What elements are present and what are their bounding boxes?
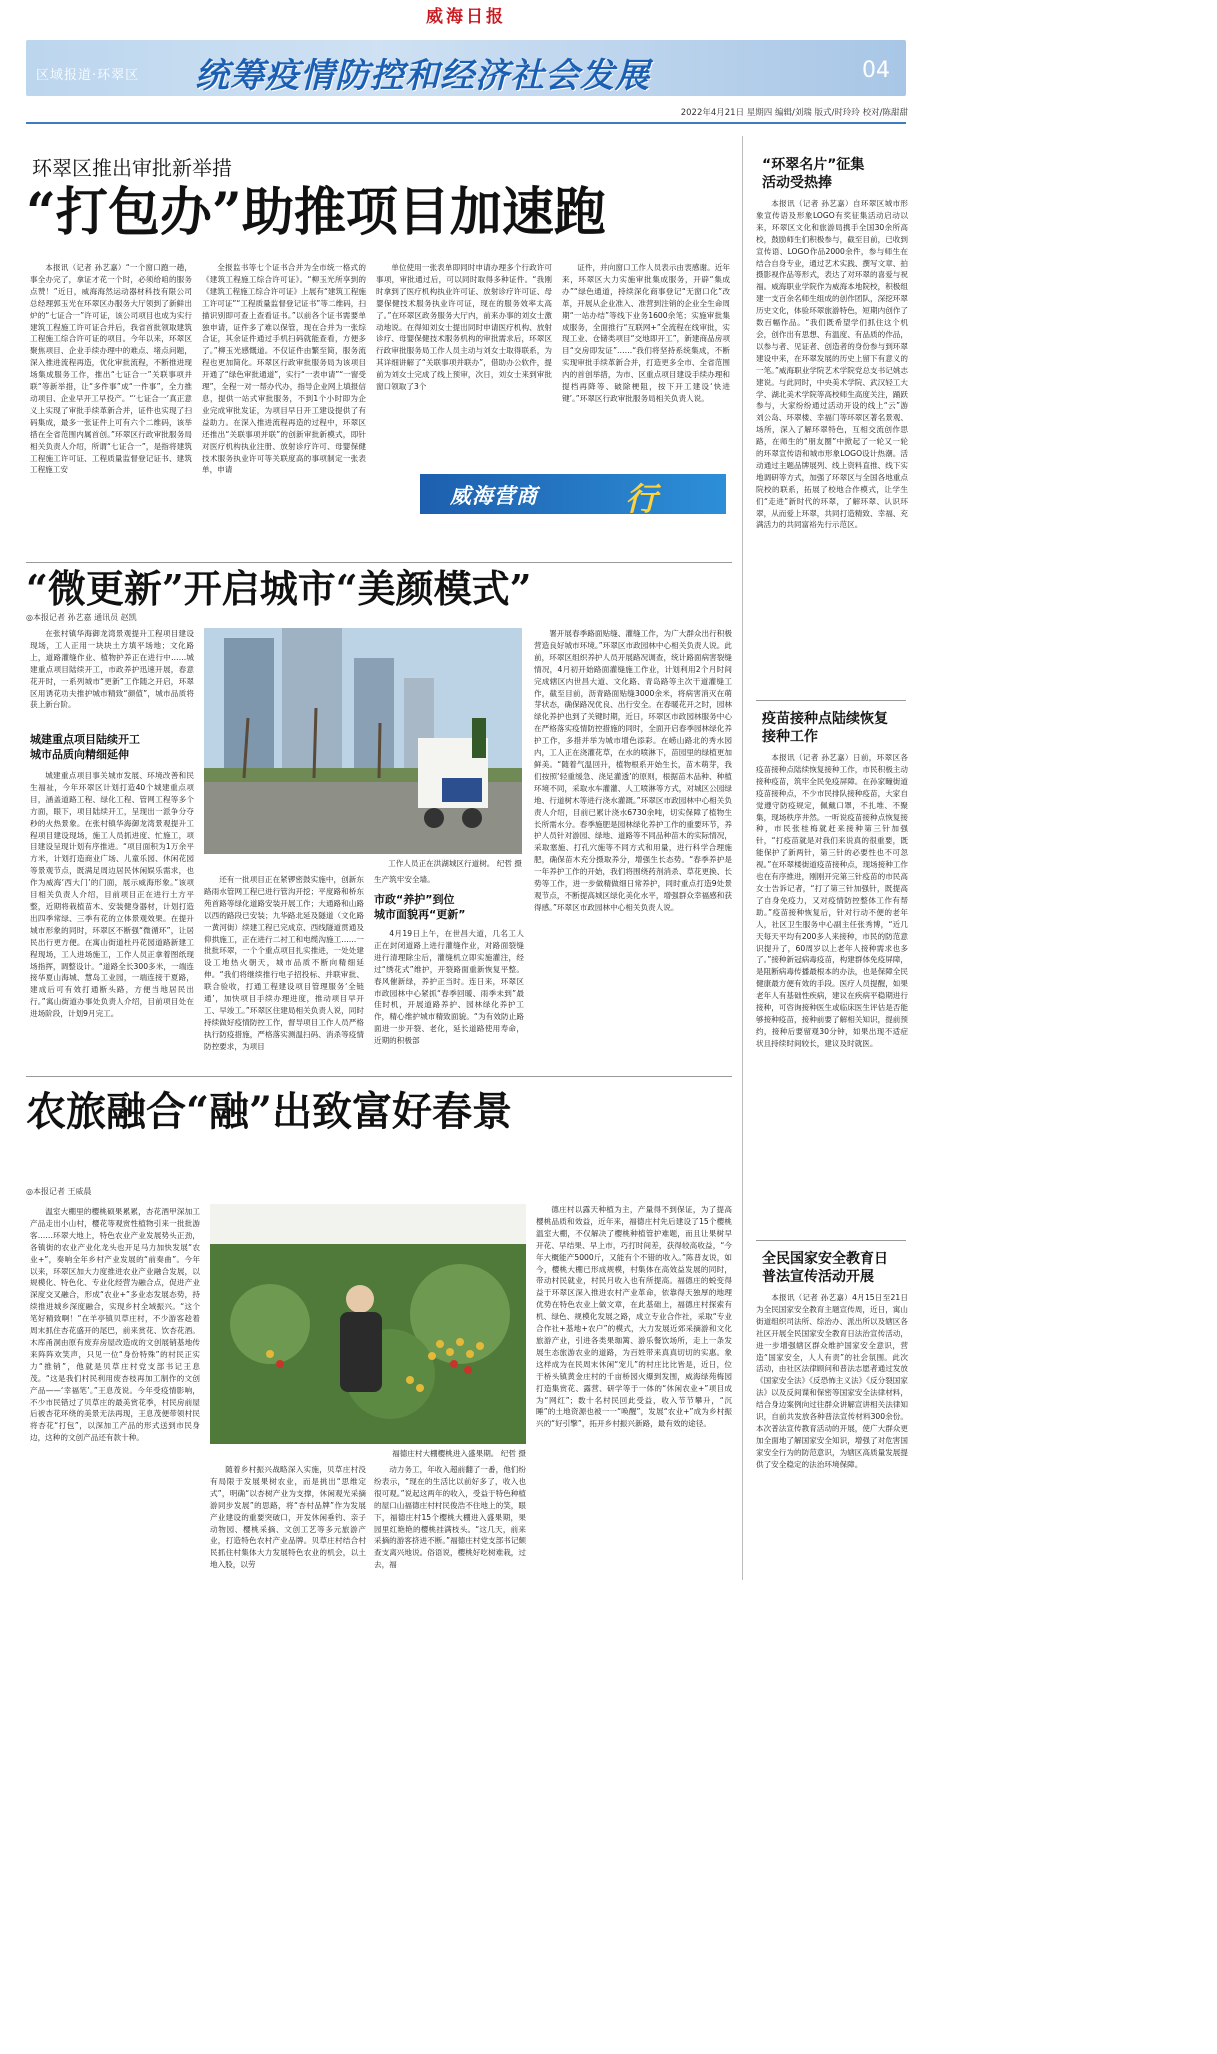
article2-column-3-top: 生产筑牢安全墙。 (374, 875, 435, 884)
photo1-caption: 工作人员正在洪湖城区行道树。 纪哲 摄 (388, 859, 522, 868)
article1-column-2: 全报监书等七个证书合并为全市统一格式的《建筑工程施工综合许可证》。“柳玉光所享到的《建筑工程施工综合许可证》上展有“建筑工程施工许可证”“工程质量监督登记证书”等二维码，扫描识别即可查上查看证书。”以前各个证书需要单独申请，证件多了难以保管，现在合并为一张综合证，其余证件通过手机扫码就能查看，方便多了。”柳玉光感慨道。不仅证件由繁至简，服务流程也更加简化。环翠区行政审批服务局为该项目开通了“绿色审批通道”，实行“一表申请”“一窗受理”，全程一对一帮办代办，指导企业网上填报信息，提供一站式审批服务，不到1个小时即为企业完成审批发证，为项目早日开工建设提供了有益助力。在深入推进流程再造的过程中，环翠区还推出“关联事项并联”的创新审批新模式，即针对医疗机构执业注册、放射诊疗许可、母婴保健技术服务执业许可等关联度高的事项制定一张表单，申请 (202, 263, 366, 475)
article3-headline: 农旅融合“融”出致富好春景 (26, 1088, 513, 1135)
article2-column-1: 城建重点项目事关城市发展、环境改善和民生福祉，今年环翠区计划打造40个城建重点项目，涵盖道路工程、绿化工程、管网工程等多个方面，眼下，项目陆续开工，呈现出一派争分夺秒的火热景象。在张村镇华海御龙湾景观提升工程项目建设现场，施工人员抓进度、忙施工，项目建设呈现计划有序推进。“项目面积为1万余平方米，计划打造商业广场、儿童乐园、休闲花园等景观节点，既满足周边居民休闲娱乐需求，也作为威海‘西大门’的门面，展示威海形象。”该项目相关负责人介绍，目前项目正在进行土方平整，近期将栽植苗木、安装健身器材，计划打造出四季常绿、三季有花的立体景观效果。在提升城市形象的同时，环翠区不断强“微循环”，让居民出行更方便。在寓山街道杜丹花园道路新建工程现场，工人进场施工，工作人员正拿着图纸现场指挥，调整设计。“道路全长300多米，一端连接华夏山海城、慧岛工业园，一端连接于夏路，建成后可有效打通断头路，方便当地居民出行。”寓山街道办事处负责人介绍，目前项目处在进场阶段，计划9月完工。 (30, 771, 194, 1019)
article1-column-1: 本报讯（记者 孙艺嘉）“一个窗口跑一趟，事全办完了，拿证才花一个时，必须给咱的服务点赞！”近日，威海海然运动器材科技有限公司总经理郭玉光在环翠区办服务大厅领到了新鲜出炉的“七证合一”许可证，该公司项目也成为实行建筑工程施工许可证合并后，我省首批领取建筑工程施工综合许可证的项目。今年以来，环翠区聚焦项目、企业手续办理中的难点、堵点问题，深入推进流程再造，优化审批流程，不断推进现场集成服务工作，推出“七证合一”关联事项并联“等新举措，让“多件事”成“一件事”，全力推动项目、企业早开工早投产。“‘七证合一’真正意义上实现了审批手续革新合并，证件也实现了扫码集成，最多一张证件上可有六个二维码，该举措在全省范围内属首创。”环翠区行政审批服务局相关负责人介绍，所谓“七证合一”，是指将建筑工程施工许可证、工程质量监督登记证书、建筑工程施工安 (30, 263, 192, 475)
article3-byline: ◎本报记者 王威晨 (26, 1187, 92, 1196)
article3-column-4: 德庄村以露天种植为主，产量得不到保证，为了提高樱桃品质和效益，近年来，福德庄村先后建设了15个樱桃温室大棚，不仅解决了樱桃种植管护难题，而且让果树早开花、早结果、早上市，巧打时间差，获得较高收益，“今年大概能产5000斤，又能有个不错的收入。”陈普友说，如今，樱桃大棚已形成规模，村集体在高效益发展的同时，带动村民就业，村民月收入也有所提高。福德庄的蜕变得益于环翠区深入推进农村产业革命，依靠得天独厚的地理优势在特色农业上做文章，在此基础上，福德庄村探索有机、绿色、规模化发展之路，成立专业合作社，采取“专业合作社+基地+农户”的模式，大力发展近郊采摘游和文化旅游产业，引进各类果珈篱、游乐餐饮场所，走上一条发展生态旅游农业的道路，为百姓带来真真切切的实惠。象这样成为在民周末休闲“宠儿”的村庄比比皆是，近日，位于桥头镇黄金庄村的千亩桥园火爆到发围，威海绿苑梅园打造集赏花、露营、研学等于一体的“休闲农业+”项目成为“网红”；数十名村民回此受益，收入节节攀升，“沉睡”的土地资源也被一一“唤醒”，发展“农业+”成为乡村振兴的“好引擎”，拓开乡村振兴新路，最有效的途径。 (536, 1205, 732, 1429)
sidebar-story2-title: 疫苗接种点陆续恢复 接种工作 (762, 711, 888, 745)
article3-column-1: 温室大棚里的樱桃硕果累累，杏花酒甲深加工产品走出小山村，樱花等观赏性植物引来一批批游客……环翠大地上，特色农业产业发展势头正劲，各镇街的农业产业化龙头也开足马力加快发展“农业+”，奏响全年乡村产业发展的“前奏曲”。今年以来，环翠区加大力度推进农业产业融合发展，以规模化、特色化、专业化经营为融合点，促进产业深度交叉融合，形成“农业+”多业态发展态势，持续推进城乡深度融合，实现乡村全域振兴。“这个笔好精致啊！”在羊亭镇贝草庄村，不少游客趁着周末抓住杏花盛开的尾巴，前来赏花、饮杏花酒。木库甬洞由原有废弃房屋改造成的文创展销基地传来阵阵欢笑声，只见一位“身份特殊”的村民正实力“推销”，他就是贝草庄村党支部书记王息茂。“这是我们村民利用废杏枝再加工制作的文创产品——‘幸福笔’。”王息茂说。今年受疫情影响，不少市民错过了贝草庄的最美赏花季，村民房前屋后被杏花环绕的美景无法再现，王息茂便带领村民将杏花“打包”，以深加工产品的形式送到市民身边，这种的文创产品还有款十种。 (30, 1207, 200, 1443)
article1-headline: “打包办”助推项目加速跑 (26, 182, 606, 243)
article2-column-2: 还有一批项目正在紧锣密鼓实施中，创新东路雨水管网工程已进行管沟开挖；平度路和桥东苑首路等绿化道路安装开展工作；大通路和山路以西的路段已安装；九华路北延及隧道（文化路一黄河街）续建工程已完成京、西线隧道贯通及仰拱施工，正在进行二衬工和电缆沟施工……一批批环翠，一个个重点项目扎实推进，一处处建设工地热火朝天，城市品质不断向精细延伸。“我们将继续推行电子招投标、并联审批、联合验收，打通工程建设项目管理服务‘全链通’，加快项目手续办理进度，推动项目早开工、早竣工。”环翠区住建局相关负责人说，同时持续做好疫情防控工作，督导项目工作人员严格执行防疫措施，严格落实测温扫码、消杀等疫情防控要求，为项目 (204, 875, 364, 1051)
article-divider (26, 562, 732, 563)
article2-subhead-2: 市政“养护”到位 城市面貌再“更新” (374, 893, 466, 921)
cherry-greenhouse-photo (210, 1204, 526, 1444)
banner-title: 统筹疫情防控和经济社会发展 (195, 56, 650, 96)
sidebar-story2-body: 本报讯（记者 孙艺嘉）日前，环翠区各疫苗接种点陆续恢复接种工作，市民积极主动接种疫苗，筑牢全民免疫屏障。在孙家疃街道疫苗接种点，不少市民排队接种疫苗，大家自觉遵守防疫规定，佩戴口罩，不扎堆、不聚集，现场秩序井然。一听说疫苗接种点恢复接种，市民张桂梅就赶来接种第三针加强针，“打疫苗就是对我们来说真的很重要，既能保护了新两针，第三针的必要性也不可忽视。”在环翠楼街道疫苗接种点，现场接种工作也在有序推进，刚刚开完第三针疫苗的市民高女士告诉记者，“打了第三针加强针，既提高了自身免疫力，又对疫情防控整体工作有帮助。”疫苗接种恢复后，针对行动不便的老年人，社区卫生服务中心副主任张秀博，“近几天每天平均有200多人来接种，市民的防范意识提升了，60周岁以上老年人接种需求也多了。”接种新冠病毒疫苗，构建群体免疫屏障，是阻断病毒传播最根本的办法，也是保障全民健康最方便有效的手段。医疗人员提醒，如果老年人有基础性疾病，建议在疾病平稳期进行接种，可咨询接种医生或临床医生评估是否能够接种疫苗，接种前要了解相关知识，提前预约，接种后要留观30分钟，如果出现不适症状且持续时间较长，建议及时就医。 (756, 753, 908, 1048)
article1-kicker: 环翠区推出审批新举措 (32, 156, 232, 180)
photo2-caption: 福德庄村大棚樱桃进入盛果期。 纪哲 摄 (392, 1449, 526, 1458)
sidebar-divider-1 (756, 700, 906, 701)
article-divider (26, 1076, 732, 1077)
masthead-logo: 威海日报 (426, 7, 506, 27)
article1-column-3: 单位使用一张表单即同时申请办理多个行政许可事项，审批通过后，可以同时取得多种证件。“我刚时拿到了医疗机构执业许可证、放射诊疗许可证、母婴保健技术服务执业许可证，现在的服务效率太高了。”在环翠区政务服务大厅内，前来办事的刘女士激动地说。在得知刘女士提出同时申请医疗机构、放射诊疗、母婴保健技术服务机构的审批需求后，环翠区行政审批服务局工作人员主动与刘女士取得联系，为其详细讲解了“关联事项并联办”，借助办公软件，提前为刘女士完成了线上预审，次日，刘女士来到审批窗口领取了3个 (376, 263, 552, 392)
article2-headline: “微更新”开启城市“美颜模式” (26, 566, 532, 611)
badge-deco: 行 (625, 480, 658, 514)
street-tree-photo (204, 628, 522, 854)
badge-text: 威海营商 (450, 484, 538, 508)
header-rule (26, 122, 906, 124)
page-number: 04 (862, 58, 890, 83)
article3-column-3: 动力务工，年收入超前翻了一番，他们纷纷表示，“现在的生活比以前好多了，收入也很可观。”说起这两年的收入，受益于特色种植的屋口山福德庄村村民俊浩不住地上的笑，眼下，福德庄村15个樱桃大棚进入盛果期，果园里红艳艳的樱桃挂满枝头。“这几天，前来采摘的游客挤进不断。”福德庄村党支部书记颇查支离兴地说。俗语说，樱桃好吃树难栽，过去，福 (374, 1465, 526, 1570)
sidebar-story1-body: 本报讯（记者 孙艺嘉）自环翠区城市形象宣传语及形象LOGO有奖征集活动启动以来，环翠区文化和旅游局携手全国30余所高校，鼓励师生们积极参与，截至目前，已收到宣传语、LOGO作品2000余件，参与师生在结合自身专业，通过艺术实践、撰写文章、拍摄影视作品等形式，表达了对环翠的喜爱与祝福。威海职业学院作为威海本地院校，积极组建一支百余名师生组成的创作团队，深挖环翠历史文化，体验环翠旅游特色，短期内创作了数百幅作品。“我们既希望学们抓住这个机会，创作出有思想、有温度、有品质的作品，以参与者、见证者、创造者的身份参与到环翠建设中来，在环翠发展的历史上留下有意义的一笔。”威海职业学院艺术学院党总支书记姚志建说。与此同时，中央美术学院、武汉轻工大学、湖北美术学院等高校师生高度关注，踊跃参与，大家纷纷通过活动开设的线上“云”游刘公岛、环翠楼、幸福门等环翠区著名景观、场所，深入了解环翠特色，互相交流创作思路，在师生的“朋友圈”中掀起了一轮又一轮的环翠宣传语和城市形象LOGO设计热潮。活动通过主题品牌展列、线上资料直推、线下实地调研等方式，加强了环翠区与全国各地重点院校的联系，拓展了校地合作模式，让学生们“走进”新时代的环翠，了解环翠、认识环翠，从而爱上环翠，共同打造精致、幸福、充满活力的共同富裕先行示范区。 (756, 199, 908, 530)
article2-byline: ◎本报记者 孙艺嘉 通讯员 赵凯 (26, 613, 137, 622)
business-column-badge (420, 474, 726, 514)
article1-column-4: 证件，并向窗口工作人员表示由衷感谢。近年来，环翠区大力实施审批集成服务，开辟“集成办”“绿色通道，持续深化商事登记“无窗口化”改革，开展从企业准入、准营到注销的企业全生命周期“一站办结”等线下业务1600余笔；实施审批集成服务，全面推行“互联网+”全流程在线审批，实现工业、仓储类项目“交地即开工”，新建商品房项目“交房即发证”……“我们将坚持系统集成，不断实现审批手续革新合并，打造更多全市、全省范围内的首创举措，为市、区重点项目建设手续办理和提档再降等、破除梗阻，按下开工建设‘快进键’。”环翠区行政审批服务局相关负责人说。 (562, 263, 730, 403)
sidebar-story1-title: “环翠名片”征集 活动受热捧 (762, 157, 865, 191)
sidebar-divider-2 (756, 1240, 906, 1241)
banner-region-label: 区域报道·环翠区 (36, 68, 140, 83)
date-editor-line: 2022年4月21日 星期四 编辑/刘瑞 版式/时玲玲 校对/陈甜甜 (680, 108, 908, 118)
article3-column-2: 随着乡村振兴战略深入实施，贝草庄村没有局限于发展果树农业，而是挑出“思维定式”，明确“以杏树产业为支撑，休闲观光采摘游同步发展”的思路，将“杏村品牌”作为发展产业建设的重要突破口，开发休闲垂钓、亲子动物园、樱桃采摘、文创工艺等多元旅游产业，打造特色农村产业品牌。贝草庄村结合村民抓住村集体大力发展特色农业的机会，以土地入股，以劳 (210, 1465, 366, 1570)
article2-lead: 在张村镇华海御龙湾景观提升工程项目建设现场，工人正用一块块土方填平场地；文化路上，道路灌缝作业、植物护养正在进行中……城建重点项目陆续开工，市政养护迅速开展，春意花开时，一系列城市“更新”工作随之开启，环翠区用诱花功夫推护城市精致“颜值”，城市品质将获上新台阶。 (30, 629, 194, 710)
article2-column-4: 署开展春季路面贴缝、灌缝工作，为广大群众出行积极营造良好城市环境。”环翠区市政园林中心相关负责人说。此前，环翠区组织养护人员开展路况调查，统计路面病害裂缝情况，4月初开始路面灌缝施工作业，计划利用2个月时间完成辖区内世昌大道、文化路、青岛路等主次干道灌缝工作，截至目前，沥青路面贴缝3000余米，将病害消灭在萌芽状态，确保路况优良、出行安全。在春暖花开之时，园林绿化养护也到了关键时期，近日，环翠区市政园林服务中心在严格落实疫情防控措施的同时，全面开启春季园林绿化养护工作，多措并举为城市增色添彩。在崂山路北的秀水园内，工人正在浇灌花草，在水的喷淋下，苗园里的绿植更加鲜美。“随着气温回升，植物根系开始生长，苗木萌芽，我们按照‘轻重缓急、浇足灌透’的原则，根据苗木品种、种植环境不同，采取水车灌灌、人工喷淋等方式，对城区公园绿地、行道树木等进行浇水灌溉。”环翠区市政园林中心相关负责人介绍，目前已累计浇水6730余吨，切实保障了植物生长所需水分。春季施肥是园林绿化养护工作的重要环节，养护人员针对游园、绿地、道路等不同品种苗木的实际情况，采取塞施、打孔穴施等不同方式和用量，进行科学合理施肥，确保苗木充分摄取养分，增强生长态势。“春季养护是一年养护工作的开始，我们将围绕药剂消杀、草花更换、长势等工作，进一步做精做细日常养护，同时重点打造9处景观节点，不断提高城区绿化美化水平，增强群众幸福感和获得感。”环翠区市政园林中心相关负责人说。 (534, 629, 732, 912)
article2-column-3: 4月19日上午，在世昌大道，几名工人正在封闭道路上进行灌缝作业，对路面裂缝进行清理除尘后，灌缝机立即实施灌注，经过“绣花式”维护，开裂路面重新恢复平整。春风催新绿，养护正当时。连日来，环翠区市政园林中心紧抓“春季回暖、雨季未到”最佳时机，开展道路养护、园林绿化养护工作，精心维护城市精致面貌。“为有效防止路面进一步开裂、老化，延长道路使用寿命，近期的积极部 (374, 929, 524, 1046)
sidebar-divider (742, 136, 743, 1580)
sidebar-story3-body: 本报讯（记者 孙艺嘉）4月15日至21日为全民国家安全教育主题宣传周，近日，寓山街道组织司法所、综治办、派出所以及辖区各社区开展全民国家安全教育日法治宣传活动，进一步增强辖区群众维护国家安全意识，营造“国家安全，人人有责”的社会氛围。此次活动，由社区法律顾问和普法志愿者通过发放《国家安全法》《反恐怖主义法》《反分裂国家法》以及反间谍和保密等国家安全法律材料，结合身边案例向过往群众讲解宣讲相关法律知识，自前共发放各种普法宣传材料300余份。本次普法宣传教育活动的开展，使广大群众更加全面地了解国家安全知识，增强了对危害国家安全行为的防范意识，为辖区高质量发展提供了安全稳定的法治环境保障。 (756, 1293, 908, 1469)
sidebar-story3-title: 全民国家安全教育日 普法宣传活动开展 (762, 1251, 888, 1285)
article2-subhead-1: 城建重点项目陆续开工 城市品质向精细延伸 (30, 733, 140, 761)
